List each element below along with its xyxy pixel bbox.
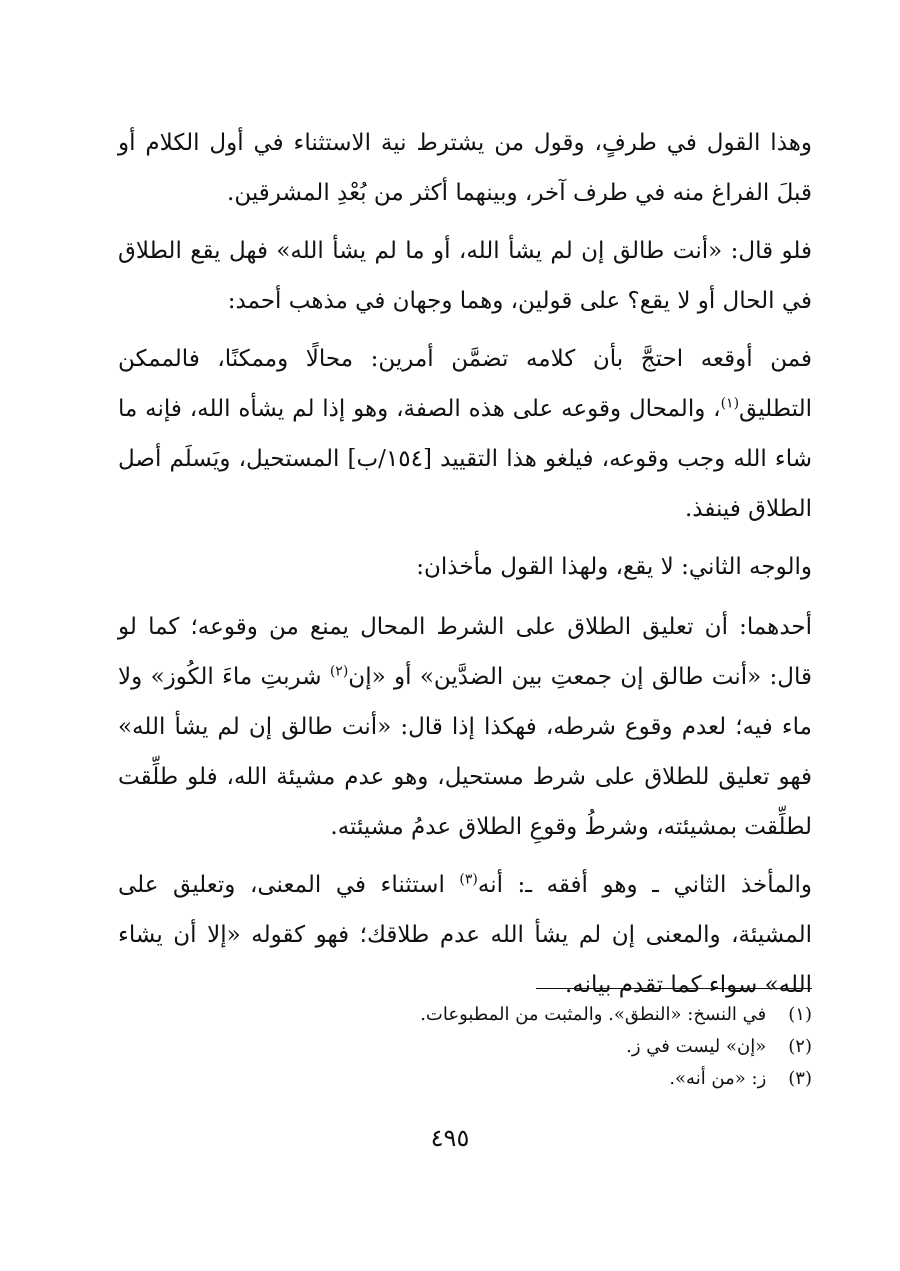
footnote-1	[118, 999, 812, 1031]
page-number: ٤٩٥	[430, 1124, 470, 1152]
paragraph-4	[118, 542, 812, 592]
page-body	[118, 118, 812, 1018]
paragraph-5-before: أحدهما: أن تعليق الطلاق على الشرط المحال يمنع من وقوعه؛ كما لو قال: «أنت طالق إن جمعتِ بين الضدَّين» أو «إن	[118, 614, 812, 690]
paragraph-4-text: والوجه الثاني: لا يقع، ولهذا القول مأخذان:	[416, 554, 812, 580]
paragraph-5	[118, 602, 812, 852]
footnote-3	[118, 1063, 812, 1095]
footnote-1-text: في النسخ: «النطق». والمثبت من المطبوعات.	[420, 1004, 767, 1025]
paragraph-6-before: والمأخذ الثاني ـ وهو أفقه ـ: أنه	[477, 872, 813, 898]
footnote-ref-2[interactable]: (٢)	[329, 663, 349, 680]
footnote-3-text: ز: «من أنه».	[669, 1068, 767, 1089]
paragraph-3-before: فمن أوقعه احتجَّ بأن كلامه تضمَّن أمرين: محالًا وممكنًا، فالممكن التطليق	[118, 346, 812, 422]
footnote-2	[118, 1031, 812, 1063]
paragraph-3-after: ، والمحال وقوعه على هذه الصفة، وهو إذا لم يشأه الله، فإنه ما شاء الله وجب وقوعه، فيلغو هذا التقييد [١٥٤/ب] المستحيل، ويَسلَم أصل الطلاق فينفذ.	[118, 396, 812, 522]
paragraph-1-text: وهذا القول في طرفٍ، وقول من يشترط نية الاستثناء في أول الكلام أو قبلَ الفراغ منه في طرف آخر، وبينهما أكثر من بُعْدِ المشرقين.	[118, 130, 812, 206]
footnote-1-number: (١)	[788, 1004, 812, 1025]
footnote-ref-1[interactable]: (١)	[720, 395, 740, 412]
footnote-2-number: (٢)	[788, 1036, 812, 1057]
paragraph-2	[118, 226, 812, 326]
footnotes-section	[118, 988, 812, 1095]
footnote-2-text: «إن» ليست في ز.	[626, 1036, 767, 1057]
footnote-divider	[536, 988, 812, 989]
paragraph-3	[118, 334, 812, 534]
footnote-ref-3[interactable]: (٣)	[459, 871, 478, 888]
paragraph-5-after: شربتِ ماءَ الكُوز» ولا ماء فيه؛ لعدم وقوع شرطه، فهكذا إذا قال: «أنت طالق إن لم يشأ الله» فهو تعليق للطلاق على شرط مستحيل، وهو عدم مشيئة الله، فلو طلِّقت لطلِّقت بمشيئته، وشرطُ وقوعِ الطلاق عدمُ مشيئته.	[118, 664, 812, 840]
paragraph-2-text: فلو قال: «أنت طالق إن لم يشأ الله، أو ما لم يشأ الله» فهل يقع الطلاق في الحال أو لا يقع؟ على قولين، وهما وجهان في مذهب أحمد:	[118, 238, 812, 314]
paragraph-1	[118, 118, 812, 218]
paragraph-6-after: استثناء في المعنى، وتعليق على المشيئة، والمعنى إن لم يشأ الله عدم طلاقك؛ فهو كقوله «إلا أن يشاء الله» سواء كما تقدم بيانه.	[118, 872, 812, 998]
footnote-3-number: (٣)	[788, 1068, 812, 1089]
